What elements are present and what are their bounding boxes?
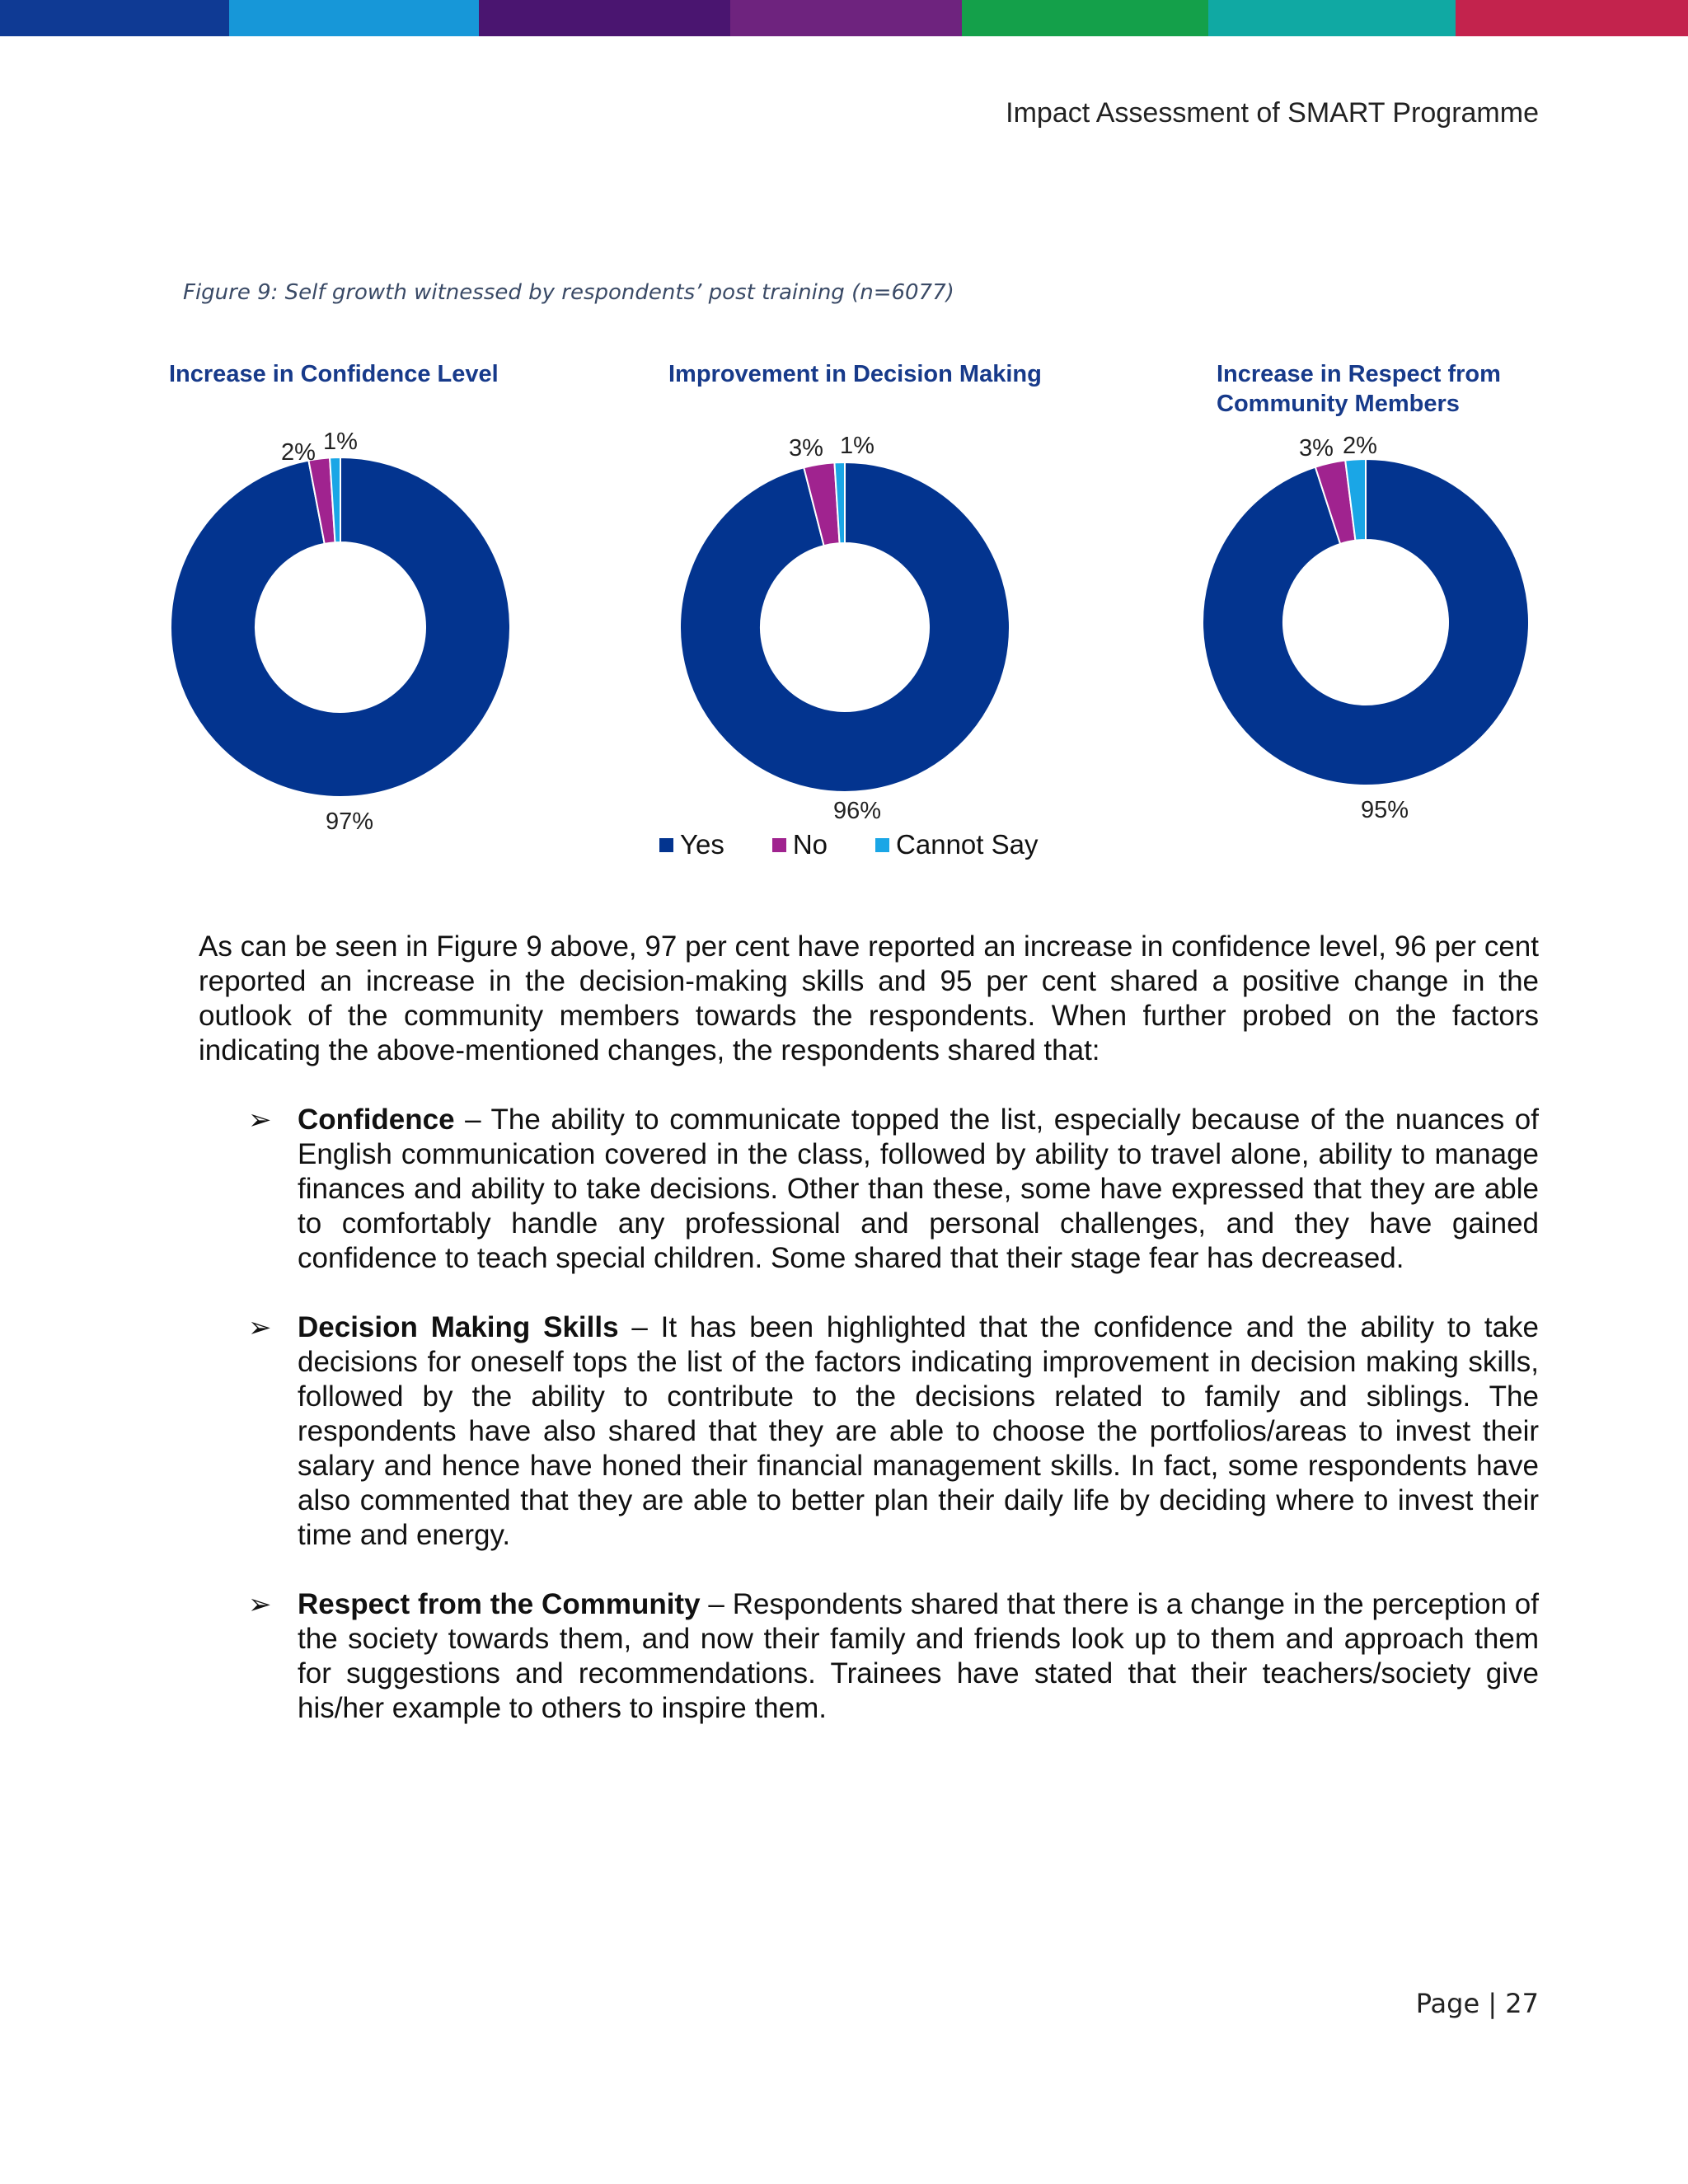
bullet-label: Confidence bbox=[298, 1104, 455, 1136]
legend-swatch bbox=[875, 838, 889, 852]
donut-charts bbox=[0, 0, 1688, 907]
data-label-no: 3% bbox=[1299, 435, 1334, 462]
data-label-cannot-say: 2% bbox=[1343, 433, 1377, 459]
donut-chart-confidence bbox=[171, 429, 510, 835]
chart-title-decision: Improvement in Decision Making bbox=[668, 361, 1042, 387]
page-number: Page | 27 bbox=[1415, 1988, 1539, 2019]
data-label-no: 3% bbox=[789, 435, 823, 462]
legend-label: Yes bbox=[680, 829, 724, 860]
legend-swatch bbox=[772, 838, 786, 852]
bullet-text bbox=[298, 1103, 1539, 1276]
bullet-confidence bbox=[199, 1103, 1539, 1276]
arrow-bullet-icon: ➢ bbox=[248, 1104, 272, 1136]
legend-item-no bbox=[772, 829, 828, 860]
chart-title-line: Increase in Respect from bbox=[1217, 361, 1501, 387]
arrow-bullet-icon: ➢ bbox=[248, 1589, 272, 1620]
bullet-body: – Respondents shared that there is a change in the perception of the society towards them, and now their family and friends look up to them and approach them for suggestions and recommendations. Trainees have stated that their teachers/society give his/her example to others to inspire them. bbox=[298, 1588, 1539, 1724]
donut-chart-decision bbox=[680, 433, 1010, 824]
body-paragraph: As can be seen in Figure 9 above, 97 per cent have reported an increase in confidence level, 96 per cent reported an increase in the decision-making skills and 95 per cent shared a positive change in the outlook of the community members towards the respondents. When further probed on the factors indicating the above-mentioned changes, the respondents shared that: bbox=[199, 930, 1539, 1066]
bullet-label: Respect from the Community bbox=[298, 1588, 701, 1620]
legend-swatch bbox=[659, 838, 673, 852]
data-label-yes: 95% bbox=[1360, 797, 1409, 823]
running-header: Impact Assessment of SMART Programme bbox=[1006, 97, 1539, 129]
bullet-label: Decision Making Skills bbox=[298, 1311, 619, 1343]
donut-chart-respect bbox=[1203, 433, 1529, 823]
bullet-list bbox=[199, 1103, 1539, 1760]
bullet-text bbox=[298, 1587, 1539, 1726]
bullet-body: – It has been highlighted that the confidence and the ability to take decisions for oneself tops the list of the factors indicating improvement in decision making skills, followed by the ability to contribute to the decisions related to family and siblings. The respondents have also shared that they are able to choose the portfolios/areas to invest their salary and hence have honed their financial management skills. In fact, some respondents have also commented that they are able to better plan their daily life by deciding where to invest their time and energy. bbox=[298, 1311, 1539, 1551]
data-label-cannot-say: 1% bbox=[323, 429, 358, 455]
legend-item-yes bbox=[659, 829, 724, 860]
data-label-no: 2% bbox=[281, 439, 316, 466]
data-label-yes: 97% bbox=[325, 808, 374, 835]
arrow-bullet-icon: ➢ bbox=[248, 1312, 272, 1343]
bullet-text bbox=[298, 1310, 1539, 1553]
figure-caption: Figure 9: Self growth witnessed by respondents’ post training (n=6077) bbox=[183, 280, 954, 305]
legend-item-cannot-say bbox=[875, 829, 1038, 860]
bullet-body: – The ability to communicate topped the list, especially because of the nuances of English communication covered in the class, followed by ability to travel alone, ability to manage finances and ability to take decisions. Other than these, some have expressed that they are able to comfortably handle any professional and personal challenges, and they have gained confidence to teach special children. Some shared that their stage fear has decreased. bbox=[298, 1104, 1539, 1274]
legend-label: No bbox=[792, 829, 828, 860]
chart-legend bbox=[659, 829, 1085, 860]
chart-title-confidence: Increase in Confidence Level bbox=[169, 361, 499, 387]
legend-label: Cannot Say bbox=[896, 829, 1039, 860]
bullet-decision-making bbox=[199, 1310, 1539, 1553]
chart-title-line: Community Members bbox=[1217, 391, 1460, 417]
data-label-yes: 96% bbox=[832, 798, 882, 824]
data-label-cannot-say: 1% bbox=[840, 433, 874, 459]
bullet-respect bbox=[199, 1587, 1539, 1726]
